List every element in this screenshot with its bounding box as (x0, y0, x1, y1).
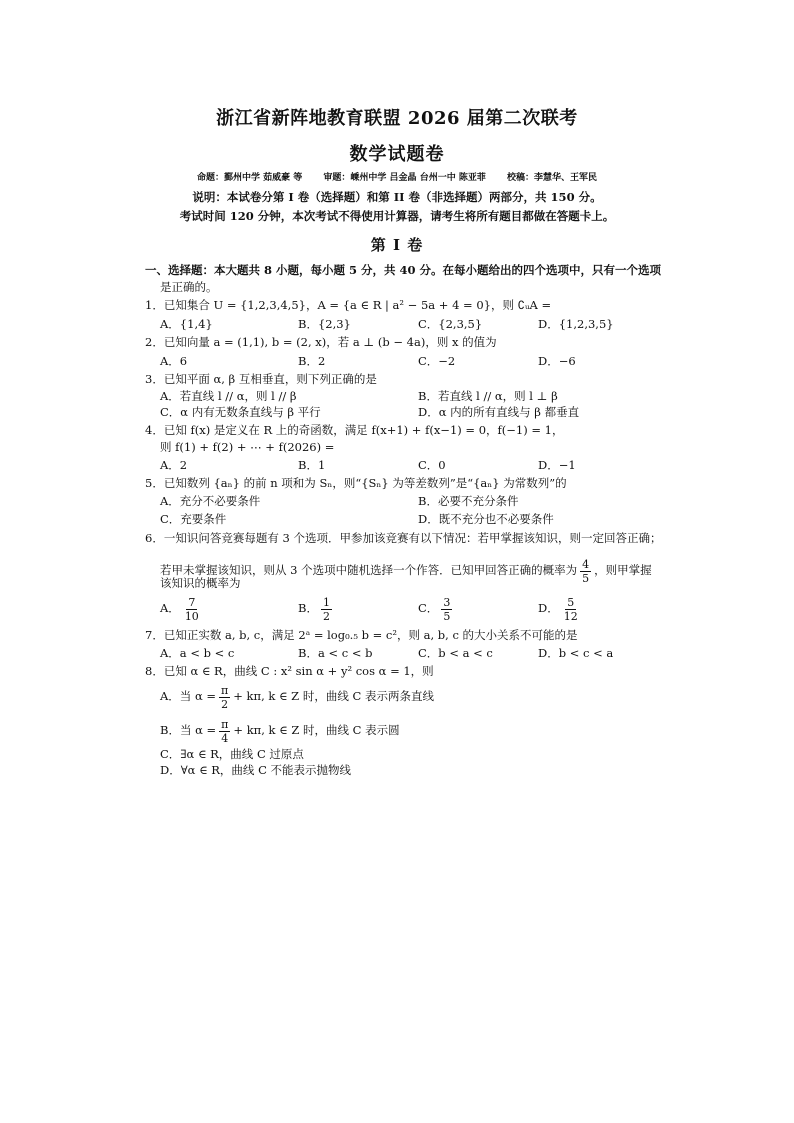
q2-option-d: D．−6 (538, 354, 576, 368)
option-text-tail: + kπ, k ∈ Z 时，曲线 C 表示圆 (233, 723, 400, 737)
q1-option-b: B．{2,3} (298, 317, 351, 331)
option-letter: D． (538, 601, 559, 615)
question-8-stem: 8．已知 α ∈ R，曲线 C : x² sin α + y² cos α = 1，则 (145, 664, 434, 678)
q5-option-d: D．既不充分也不必要条件 (418, 512, 554, 526)
q1-option-a: A．{1,4} (160, 317, 213, 331)
q4-option-b: B．1 (298, 458, 326, 472)
q2-option-c: C．−2 (418, 354, 456, 368)
option-letter: B． (298, 601, 318, 615)
q7-option-b: B．a < c < b (298, 646, 373, 660)
option-fraction (441, 596, 452, 623)
option-fraction (321, 596, 332, 623)
credits-line (0, 170, 794, 183)
credit-setter: 命题：鄞州中学 茹威豪 等 (197, 173, 303, 183)
q7-option-c: C．b < a < c (418, 646, 493, 660)
question-7-stem: 7．已知正实数 a, b, c，满足 2ᵃ = log₀.₅ b = c²，则 a, b, c 的大小关系不可能的是 (145, 628, 578, 642)
q2-option-b: B．2 (298, 354, 326, 368)
q1-option-d: D．{1,2,3,5} (538, 317, 614, 331)
q2-option-a: A．6 (160, 354, 188, 368)
fraction-denominator: 5 (582, 571, 590, 585)
fraction-denominator: 5 (443, 609, 451, 623)
q6-stem-text-tail: ，则甲掌握 (594, 563, 652, 577)
q7-option-a: A．a < b < c (160, 646, 235, 660)
q3-option-b: B．若直线 l // α，则 l ⊥ β (418, 389, 558, 403)
q3-option-c: C．α 内有无数条直线与 β 平行 (160, 405, 321, 419)
q8-option-d: D．∀α ∈ R，曲线 C 不能表示抛物线 (160, 763, 352, 777)
exam-subtitle: 数学试题卷 (349, 144, 445, 165)
credit-proofreader: 校稿：李慧华、王军民 (506, 173, 597, 183)
exam-note-1: 说明：本试卷分第 I 卷（选择题）和第 II 卷（非选择题）两部分，共 150 分。 (192, 190, 602, 204)
fraction-denominator: 10 (184, 609, 199, 623)
fraction-denominator: 2 (221, 697, 229, 711)
section-heading: 一、选择题：本大题共 8 小题，每小题 5 分，共 40 分。在每小题给出的四个选项中，只有一个选项 (145, 263, 662, 277)
q6-probability-fraction (580, 558, 591, 585)
credit-reviewer: 审题：嵊州中学 吕金晶 台州一中 陈亚菲 (323, 173, 486, 183)
question-2-stem: 2．已知向量 a = (1,1), b = (2, x)，若 a ⊥ (b − 4a)，则 x 的值为 (145, 335, 497, 349)
q6-stem-text: 若甲未掌握该知识，则从 3 个选项中随机选择一个作答．已知甲回答正确的概率为 (160, 563, 578, 577)
q4-option-d: D．−1 (538, 458, 576, 472)
option-text: B．当 α = (160, 723, 217, 737)
q6-option-b (298, 594, 335, 623)
fraction-denominator: 12 (563, 609, 578, 623)
fraction-numerator: 3 (443, 595, 451, 609)
exam-title: 浙江省新阵地教育联盟 2026 届第二次联考 (216, 108, 578, 129)
fraction-denominator: 2 (322, 609, 330, 623)
fraction-numerator: π (221, 717, 229, 731)
fraction-numerator: 4 (582, 557, 590, 571)
option-fraction (219, 684, 230, 711)
option-text-tail: + kπ, k ∈ Z 时，曲线 C 表示两条直线 (233, 689, 434, 703)
option-fraction (183, 596, 201, 623)
exam-note-2: 考试时间 120 分钟，本次考试不得使用计算器，请考生将所有题目都做在答题卡上。 (179, 209, 615, 223)
fraction-numerator: 7 (188, 595, 196, 609)
q8-option-a (160, 682, 434, 711)
fraction-numerator: π (221, 683, 229, 697)
q3-option-a: A．若直线 l // α，则 l // β (160, 389, 297, 403)
question-6-stem-line3: 该知识的概率为 (160, 576, 241, 590)
q6-option-a (160, 594, 204, 623)
question-1-stem: 1．已知集合 U = {1,2,3,4,5}，A = {a ∈ R | a² − 5a + 4 = 0}，则 ∁ᵤA = (145, 298, 552, 312)
q6-option-c (418, 594, 455, 623)
section-heading-cont: 是正确的。 (160, 280, 218, 294)
fraction-numerator: 1 (322, 595, 330, 609)
question-4-stem: 4．已知 f(x) 是定义在 R 上的奇函数，满足 f(x+1) + f(x−1) = 0，f(−1) = 1， (145, 423, 564, 437)
q7-option-d: D．b < c < a (538, 646, 614, 660)
question-3-stem: 3．已知平面 α, β 互相垂直，则下列正确的是 (145, 372, 377, 386)
fraction-numerator: 5 (567, 595, 575, 609)
q5-option-b: B．必要不充分条件 (418, 494, 519, 508)
option-letter: C． (418, 601, 439, 615)
fraction-denominator: 4 (221, 731, 229, 745)
q4-option-c: C．0 (418, 458, 446, 472)
option-text: A．当 α = (160, 689, 217, 703)
question-5-stem: 5．已知数列 {aₙ} 的前 n 项和为 Sₙ，则“{Sₙ} 为等差数列”是“{aₙ} 为常数列”的 (145, 476, 567, 490)
q8-option-c: C．∃α ∈ R，曲线 C 过原点 (160, 747, 304, 761)
q5-option-a: A．充分不必要条件 (160, 494, 261, 508)
question-4-stem-cont: 则 f(1) + f(2) + ⋯ + f(2026) = (160, 440, 335, 454)
q1-option-c: C．{2,3,5} (418, 317, 483, 331)
option-fraction (219, 718, 230, 745)
q3-option-d: D．α 内的所有直线与 β 都垂直 (418, 405, 580, 419)
part-heading: 第 I 卷 (370, 236, 424, 254)
option-letter: A． (160, 601, 180, 615)
option-fraction (562, 596, 580, 623)
q8-option-b (160, 716, 400, 745)
q5-option-c: C．充要条件 (160, 512, 227, 526)
q4-option-a: A．2 (160, 458, 188, 472)
question-6-stem: 6．一知识问答竞赛每题有 3 个选项．甲参加该竞赛有以下情况：若甲掌握该知识，则一定回答正确； (145, 531, 662, 545)
q6-option-d (538, 594, 583, 623)
